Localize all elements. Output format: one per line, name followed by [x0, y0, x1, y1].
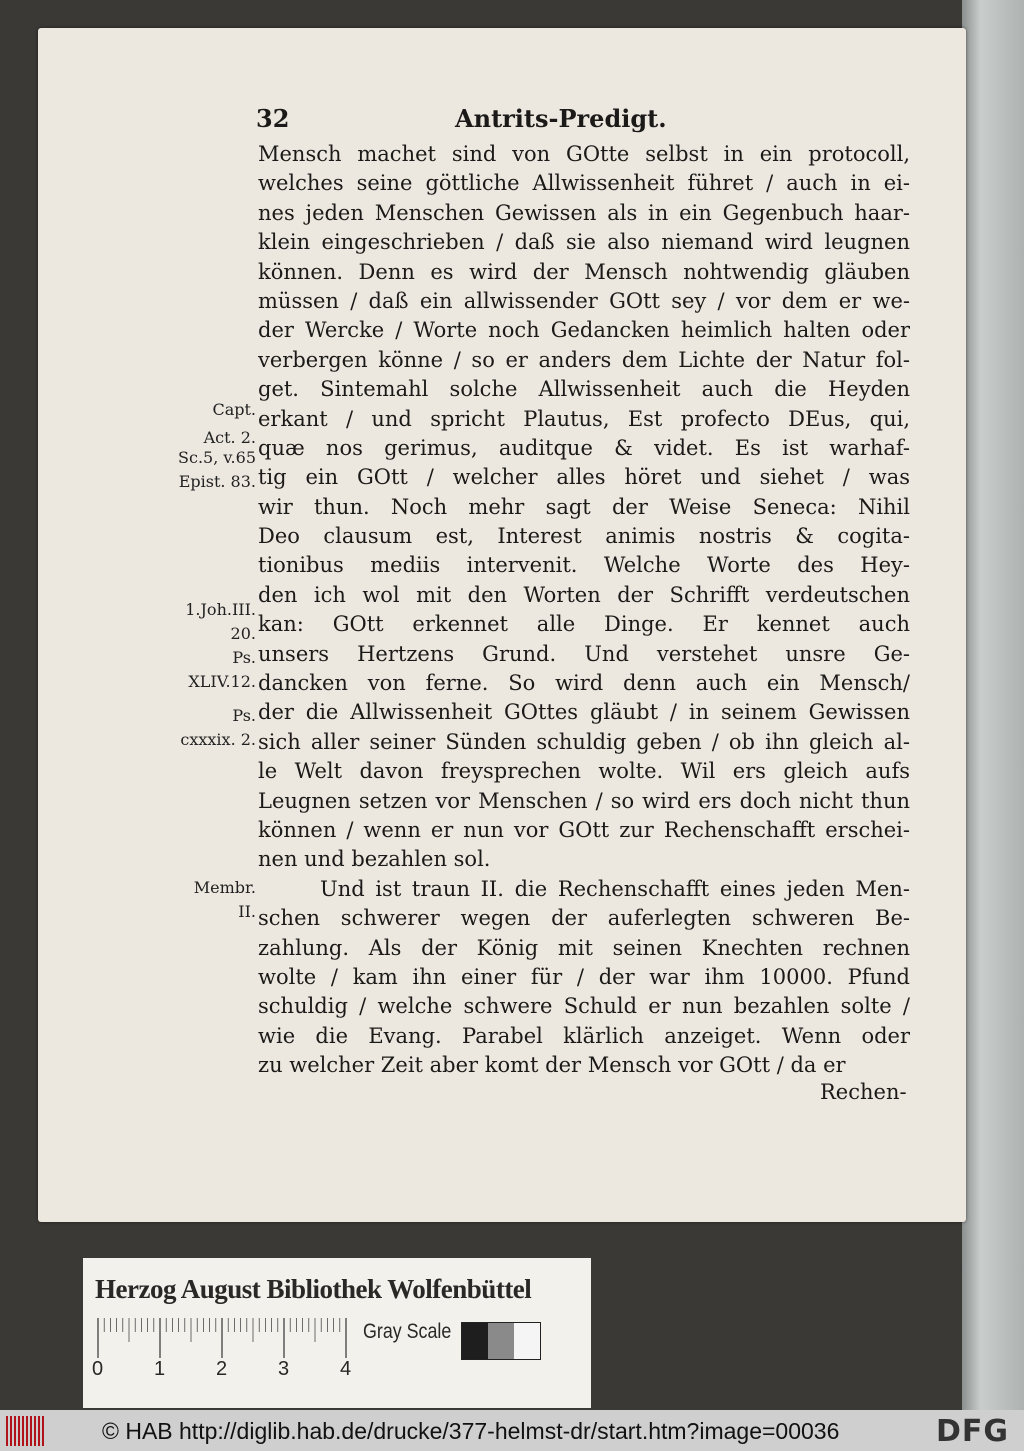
ruler-number: 0 — [92, 1358, 104, 1380]
text-line: quæ nos gerimus, auditque & videt. Es ist warhaf- — [258, 435, 910, 460]
margin-note: XLIV.12. — [188, 672, 256, 691]
library-name: Herzog August Bibliothek Wolfenbüttel — [95, 1274, 532, 1304]
margin-note: Membr. — [193, 878, 256, 897]
gray-scale-label: Gray Scale — [363, 1320, 452, 1343]
footer-bar — [0, 1410, 1024, 1451]
ruler-number: 1 — [154, 1358, 166, 1380]
text-line: get. Sintemahl solche Allwissenheit auch die Heyden — [258, 377, 910, 402]
margin-note: Ps. — [232, 706, 256, 725]
text-line: tionibus mediis intervenit. Welche Worte des Hey- — [258, 553, 910, 578]
text-line: klein eingeschrieben / daß sie also niemand wird leugnen — [258, 230, 910, 255]
text-line: müssen / daß ein allwissender GOtt sey / vor dem er we- — [258, 288, 910, 313]
ruler-number: 4 — [340, 1358, 352, 1380]
gray-scale-swatches — [461, 1322, 541, 1360]
adjacent-page-edge — [962, 0, 1024, 1410]
text-line: nen und bezahlen sol. — [258, 847, 491, 872]
text-line: schen schwerer wegen der auferlegten schweren Be- — [258, 906, 910, 931]
text-line: verbergen könne / so er anders dem Lichte der Natur fol- — [258, 347, 910, 372]
scale-card — [83, 1258, 591, 1408]
text-line: wolte / kam ihn einer für / der war ihm 10000. Pfund — [258, 964, 910, 989]
text-line: können / wenn er nun vor GOtt zur Rechenschafft erschei- — [258, 817, 910, 842]
margin-note: 20. — [230, 624, 256, 643]
dfg-logo: DFG — [936, 1414, 1010, 1449]
margin-note: cxxxix. 2. — [180, 730, 256, 749]
text-line: Leugnen setzen vor Menschen / so wird ers doch nicht thun — [258, 788, 910, 813]
text-line: können. Denn es wird der Mensch nohtwendig gläuben — [258, 259, 910, 284]
margin-note: Capt. — [212, 400, 256, 419]
margin-note: II. — [238, 902, 256, 921]
text-line: zahlung. Als der König mit seinen Knechten rechnen — [258, 935, 910, 960]
text-line: sich aller seiner Sünden schuldig geben / ob ihn gleich al- — [258, 729, 910, 754]
ruler — [97, 1318, 347, 1358]
margin-note: Sc.5, v.65 — [178, 448, 256, 467]
running-title: Antrits-Predigt. — [455, 104, 667, 133]
text-line: dancken von ferne. So wird denn auch ein Mensch/ — [258, 671, 910, 696]
gray-swatch — [514, 1323, 540, 1359]
text-line: Deo clausum est, Interest animis nostris & cogita- — [258, 524, 910, 549]
text-line: wir thun. Noch mehr sagt der Weise Seneca: Nihil — [258, 494, 910, 519]
text-line: erkant / und spricht Plautus, Est profecto DEus, qui, — [258, 406, 910, 431]
text-line: der die Allwissenheit GOttes gläubt / in seinem Gewissen — [258, 700, 910, 725]
margin-note: Act. 2. — [203, 428, 256, 447]
gray-swatch — [488, 1323, 514, 1359]
margin-note: 1.Joh.III. — [185, 600, 256, 619]
text-line: tig ein GOtt / welcher alles höret und siehet / was — [258, 465, 910, 490]
text-line: wie die Evang. Parabel klärlich anzeiget. Wenn oder — [258, 1023, 910, 1048]
gray-swatch — [462, 1323, 488, 1359]
text-line: kan: GOtt erkennet alle Dinge. Er kennet auch — [258, 612, 910, 637]
text-line: schuldig / welche schwere Schuld er nun bezahlen solte / — [258, 994, 910, 1019]
text-line: unsers Hertzens Grund. Und verstehet unsre Ge- — [258, 641, 910, 666]
text-line: le Welt davon freysprechen wolte. Wil ers gleich aufs — [258, 759, 910, 784]
ruler-number: 2 — [216, 1358, 228, 1380]
page-body-text — [258, 140, 910, 1081]
text-line: den ich wol mit den Worten der Schrifft verdeutschen — [258, 582, 910, 607]
ruler-number: 3 — [278, 1358, 290, 1380]
text-line: zu welcher Zeit aber komt der Mensch vor GOtt / da er — [258, 1053, 846, 1078]
source-url[interactable]: © HAB http://diglib.hab.de/drucke/377-helmst-dr/start.htm?image=00036 — [102, 1418, 840, 1444]
text-line: der Wercke / Worte noch Gedancken heimlich halten oder — [258, 318, 910, 343]
text-line: welches seine göttliche Allwissenheit führet / auch in ei- — [258, 171, 910, 196]
text-line: nes jeden Menschen Gewissen als in ein Gegenbuch haar- — [258, 200, 910, 225]
page-number: 32 — [256, 104, 290, 133]
text-line: Und ist traun II. die Rechenschafft eines jeden Men- — [320, 876, 910, 901]
margin-note: Ps. — [232, 648, 256, 667]
catchword: Rechen- — [820, 1080, 907, 1104]
text-line: Mensch machet sind von GOtte selbst in ein protocoll, — [258, 142, 910, 166]
margin-note: Epist. 83. — [178, 472, 256, 491]
hab-logo-icon — [6, 1416, 46, 1446]
